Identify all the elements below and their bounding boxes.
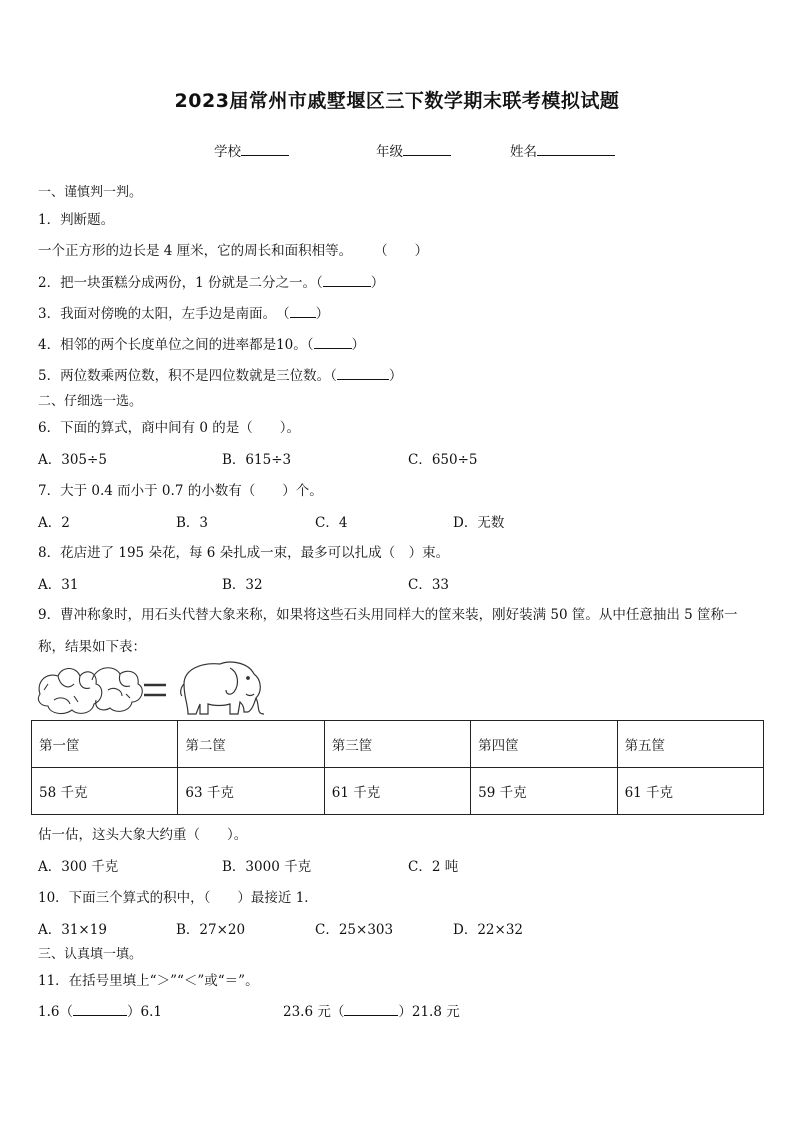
page-title: 2023届常州市戚墅堰区三下数学期末联考模拟试题 [174, 90, 620, 112]
question-6-option-b[interactable]: B．615÷3 [222, 452, 292, 468]
table-cell: 61 千克 [617, 768, 763, 815]
question-9-option-b[interactable]: B．3000 千克 [222, 859, 312, 875]
table-row [32, 768, 764, 815]
compare-blank-2[interactable] [344, 1003, 398, 1016]
question-10-option-c[interactable]: C．25×303 [315, 922, 394, 938]
question-9-question: 估一估，这头大象大约重（ ）。 [38, 827, 248, 843]
school-label: 学校 [214, 144, 241, 160]
basket-weight-table [31, 720, 764, 815]
stones-icon [38, 668, 142, 714]
name-field[interactable] [510, 140, 615, 160]
table-header-cell: 第四筐 [471, 721, 617, 768]
answer-bracket-1[interactable]: （ ） [374, 243, 429, 259]
question-8-option-b[interactable]: B．32 [222, 577, 263, 593]
school-blank[interactable] [241, 141, 289, 156]
table-header-cell: 第二筐 [178, 721, 324, 768]
question-2-text: 2．把一块蛋糕分成两份，1 份就是二分之一。（ [38, 275, 323, 291]
equals-sign-icon [144, 685, 166, 695]
table-header-cell: 第三筐 [324, 721, 470, 768]
question-1-head: 1．判断题。 [38, 212, 115, 228]
section-heading-3: 三、认真填一填。 [38, 947, 143, 962]
answer-blank-5[interactable] [337, 367, 389, 380]
elephant-icon [181, 662, 264, 714]
question-6-option-c[interactable]: C．650÷5 [408, 452, 478, 468]
question-10-text: 10．下面三个算式的积中，（ ）最接近 1． [38, 890, 318, 906]
question-9-text-line1: 9．曹冲称象时，用石头代替大象来称，如果将这些石头用同样大的筐来装，刚好装满 50 筐。从中任意抽出 5 筐称一 [38, 607, 738, 623]
question-6-text: 6．下面的算式，商中间有 0 的是（ ）。 [38, 420, 301, 436]
table-header-cell: 第五筐 [617, 721, 763, 768]
grade-label: 年级 [376, 144, 403, 160]
question-7-option-c[interactable]: C．4 [315, 515, 348, 531]
question-9-text-line2: 称，结果如下表： [38, 639, 146, 655]
question-6-option-a[interactable]: A．305÷5 [38, 452, 107, 468]
stones-equal-elephant-illustration [34, 654, 274, 720]
question-8-option-a[interactable]: A．31 [38, 577, 79, 593]
question-10-option-d[interactable]: D．22×32 [453, 922, 523, 938]
question-11-item-2: 23.6 元（ ）21.8 元 [283, 1004, 460, 1020]
question-4-text: 4．相邻的两个长度单位之间的进率都是10。（ [38, 337, 314, 353]
question-7-option-a[interactable]: A．2 [38, 515, 70, 531]
question-3-text: 3．我面对傍晚的太阳，左手边是南面。 （ [38, 306, 290, 322]
name-blank[interactable] [537, 141, 615, 156]
question-8-option-c[interactable]: C．33 [408, 577, 450, 593]
grade-blank[interactable] [403, 141, 451, 156]
table-cell: 59 千克 [471, 768, 617, 815]
answer-blank-4[interactable] [314, 336, 352, 349]
answer-blank-3[interactable] [290, 305, 316, 318]
question-10-option-b[interactable]: B．27×20 [176, 922, 246, 938]
section-heading-1: 一、谨慎判一判。 [38, 185, 143, 200]
name-label: 姓名 [510, 144, 537, 160]
question-7-text: 7．大于 0.4 而小于 0.7 的小数有（ ）个。 [38, 483, 323, 499]
question-1-text: 一个正方形的边长是 4 厘米，它的周长和面积相等。 [38, 243, 353, 259]
question-10-option-a[interactable]: A．31×19 [38, 922, 107, 938]
question-8-text: 8．花店进了 195 朵花，每 6 朵扎成一束，最多可以扎成（ ）束。 [38, 545, 450, 561]
question-5: 5．两位数乘两位数，积不是四位数就是三位数。（ ） [38, 368, 403, 384]
question-1 [38, 239, 428, 259]
school-field[interactable] [214, 140, 289, 160]
question-7-option-d[interactable]: D．无数 [453, 515, 505, 531]
question-2: 2．把一块蛋糕分成两份，1 份就是二分之一。（ ） [38, 275, 385, 291]
section-heading-2: 二、仔细选一选。 [38, 394, 143, 409]
table-cell: 58 千克 [32, 768, 178, 815]
grade-field[interactable] [376, 140, 451, 160]
question-4: 4．相邻的两个长度单位之间的进率都是10。（ ） [38, 337, 366, 353]
question-9-option-c[interactable]: C．2 吨 [408, 859, 459, 875]
question-11-text: 11．在括号里填上“＞”“＜”或“＝”。 [38, 973, 259, 989]
question-3: 3．我面对傍晚的太阳，左手边是南面。 （ ） [38, 306, 330, 322]
table-cell: 63 千克 [178, 768, 324, 815]
compare-blank-1[interactable] [73, 1003, 127, 1016]
table-cell: 61 千克 [324, 768, 470, 815]
question-9-option-a[interactable]: A．300 千克 [38, 859, 119, 875]
question-5-text: 5．两位数乘两位数，积不是四位数就是三位数。（ [38, 368, 337, 384]
question-7-option-b[interactable]: B．3 [176, 515, 209, 531]
answer-blank-2[interactable] [323, 274, 371, 287]
table-header-row [32, 721, 764, 768]
question-11-item-1: 1.6（ ）6.1 [38, 1004, 162, 1020]
table-header-cell: 第一筐 [32, 721, 178, 768]
